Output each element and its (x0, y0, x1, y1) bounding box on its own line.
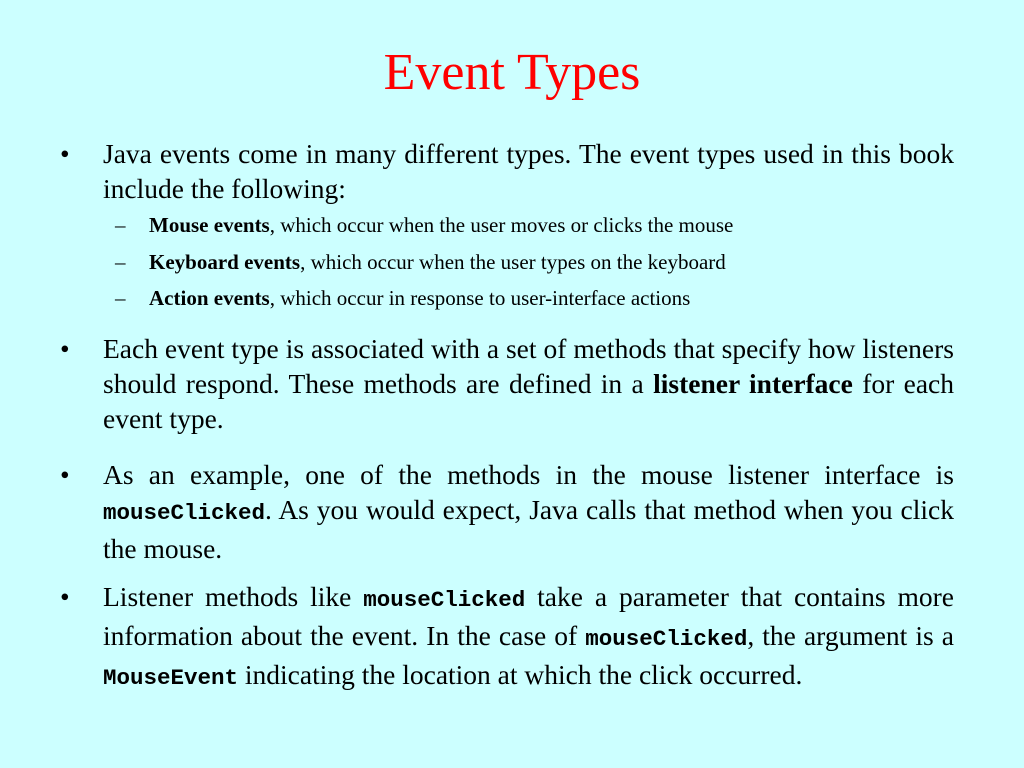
subitem-description: , which occur in response to user-interface actions (269, 286, 691, 310)
bullet-listener-methods (60, 579, 955, 696)
subitem-action-events (115, 284, 989, 312)
subitem-keyboard-events (115, 248, 989, 276)
dash-marker: – (115, 213, 126, 237)
code-mouseclicked: mouseClicked (585, 626, 748, 652)
bullet-marker: • (60, 581, 70, 612)
bullet-text: Each event type is associated with a set of methods that specify how listeners should respond. These methods are defined in a (103, 333, 954, 399)
subitem-description: , which occur when the user types on the keyboard (300, 250, 726, 274)
dash-marker: – (115, 250, 126, 274)
listener-interface-term: listener interface (653, 368, 853, 399)
bullet-text-end: indicating the location at which the click occurred. (238, 659, 803, 690)
bullet-mouse-clicked-example (60, 457, 954, 566)
bullet-text: take a parameter that contains more information about the event. In the case of (103, 581, 954, 651)
bullet-text: , the argument is a (747, 620, 955, 651)
subitem-term: Keyboard events (149, 250, 301, 274)
subitem-description: , which occur when the user moves or clicks the mouse (269, 213, 734, 237)
code-mouseclicked: mouseClicked (103, 500, 266, 526)
subitem-term: Action events (149, 286, 270, 310)
code-mouseevent: MouseEvent (103, 665, 239, 691)
bullet-text-end: . As you would expect, Java calls that method when you click the mouse. (103, 494, 954, 564)
bullet-text: As an example, one of the methods in the mouse listener interface is (103, 459, 954, 490)
bullet-text-end: for each event type. (103, 368, 954, 434)
subitem-mouse-events (115, 211, 989, 239)
bullet-event-types (60, 136, 954, 206)
bullet-text: Listener methods like (103, 581, 364, 612)
bullet-marker: • (60, 138, 70, 169)
bullet-listener-interface (60, 331, 954, 436)
code-mouseclicked: mouseClicked (363, 587, 526, 613)
slide-title: Event Types (383, 44, 641, 101)
bullet-marker: • (60, 333, 70, 364)
bullet-marker: • (60, 459, 70, 490)
bullet-text: Java events come in many different types. The event types used in this book include the following: (103, 138, 954, 204)
subitem-term: Mouse events (149, 213, 270, 237)
dash-marker: – (115, 286, 126, 310)
